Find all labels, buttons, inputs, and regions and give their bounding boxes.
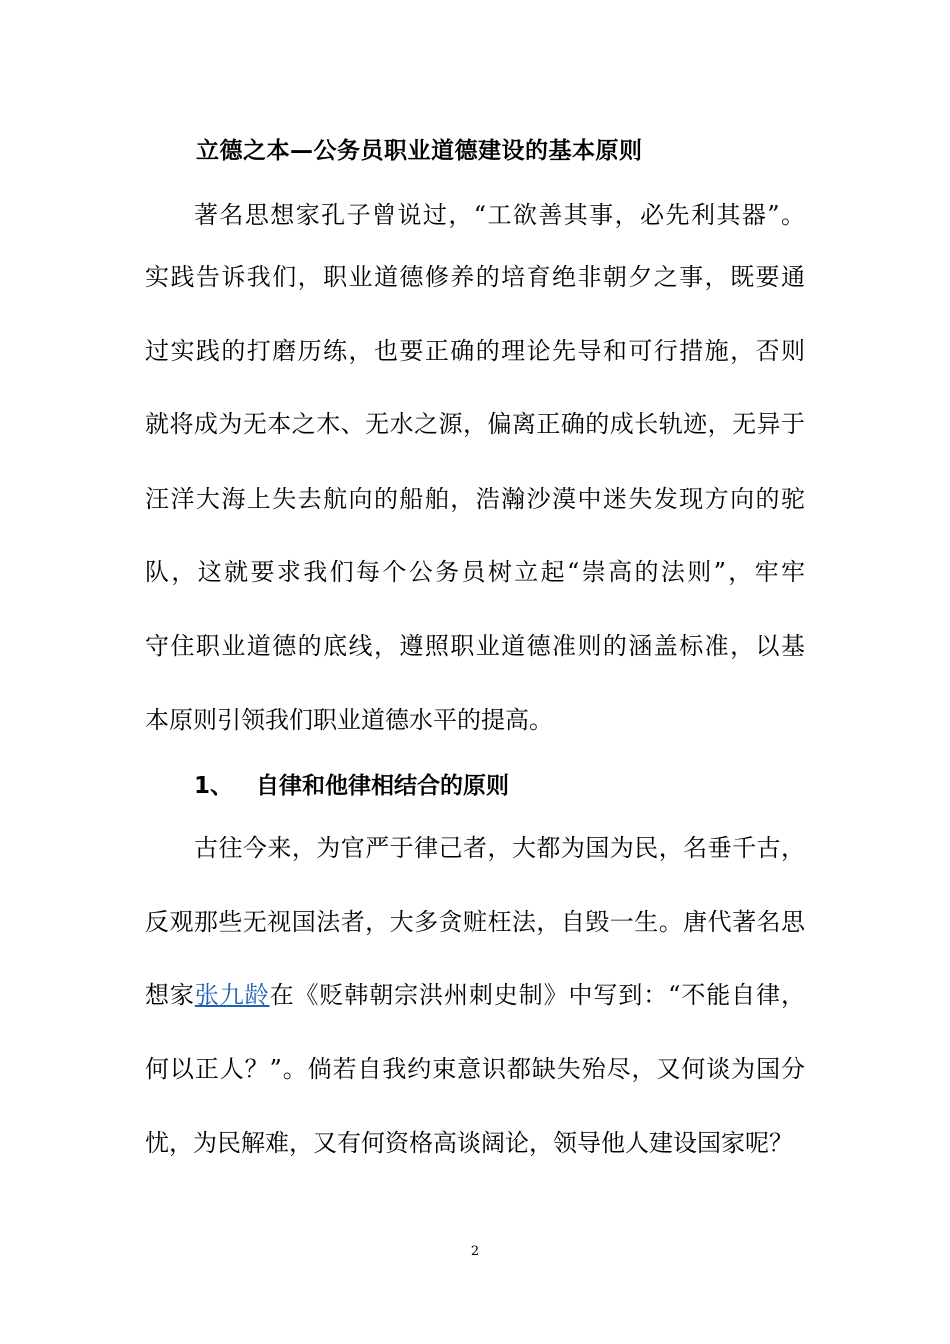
paragraph-1-line-5: 汪洋大海上失去航向的船舶，浩瀚沙漠中迷失发现方向的驼 <box>145 485 805 513</box>
paragraph-2-line-3 <box>145 977 805 1013</box>
paragraph-1-line-1: 著名思想家孔子曾说过，“工欲善其事，必先利其器”。 <box>194 201 805 229</box>
paragraph-2-line-4: 何以正人？”。倘若自我约束意识都缺失殆尽，又何谈为国分 <box>145 1055 805 1083</box>
page-number: 2 <box>470 1244 480 1259</box>
paragraph-1-line-6: 队，这就要求我们每个公务员树立起“崇高的法则”，牢牢 <box>145 558 805 586</box>
paragraph-2-line-3-end: 在《贬韩朝宗洪州刺史制》中写到：“不能自律， <box>269 981 806 1009</box>
paragraph-1-line-2: 实践告诉我们，职业道德修养的培育绝非朝夕之事，既要通 <box>145 263 805 291</box>
zhang-jiuling-link[interactable]: 张九龄 <box>194 981 270 1009</box>
paragraph-1-line-8: 本原则引领我们职业道德水平的提高。 <box>145 706 553 734</box>
paragraph-1-line-7: 守住职业道德的底线，遵照职业道德准则的涵盖标准，以基 <box>145 632 805 660</box>
section-number: 1、 <box>194 773 234 799</box>
section-heading-1 <box>194 768 509 804</box>
paragraph-1-line-4: 就将成为无本之木、无水之源，偏离正确的成长轨迹，无异于 <box>145 410 805 438</box>
document-title: 立德之本—公务员职业道德建设的基本原则 <box>196 138 643 164</box>
paragraph-2-line-1: 古往今来，为官严于律己者，大都为国为民，名垂千古， <box>194 834 805 862</box>
paragraph-1-line-3: 过实践的打磨历练，也要正确的理论先导和可行措施，否则 <box>145 337 805 365</box>
paragraph-2-line-5: 忧，为民解难，又有何资格高谈阔论，领导他人建设国家呢？ <box>145 1129 793 1157</box>
section-title: 自律和他律相结合的原则 <box>256 773 509 799</box>
paragraph-2-line-3-start: 想家 <box>145 981 195 1009</box>
paragraph-2-line-2: 反观那些无视国法者，大多贪赃枉法，自毁一生。唐代著名思 <box>145 908 805 936</box>
